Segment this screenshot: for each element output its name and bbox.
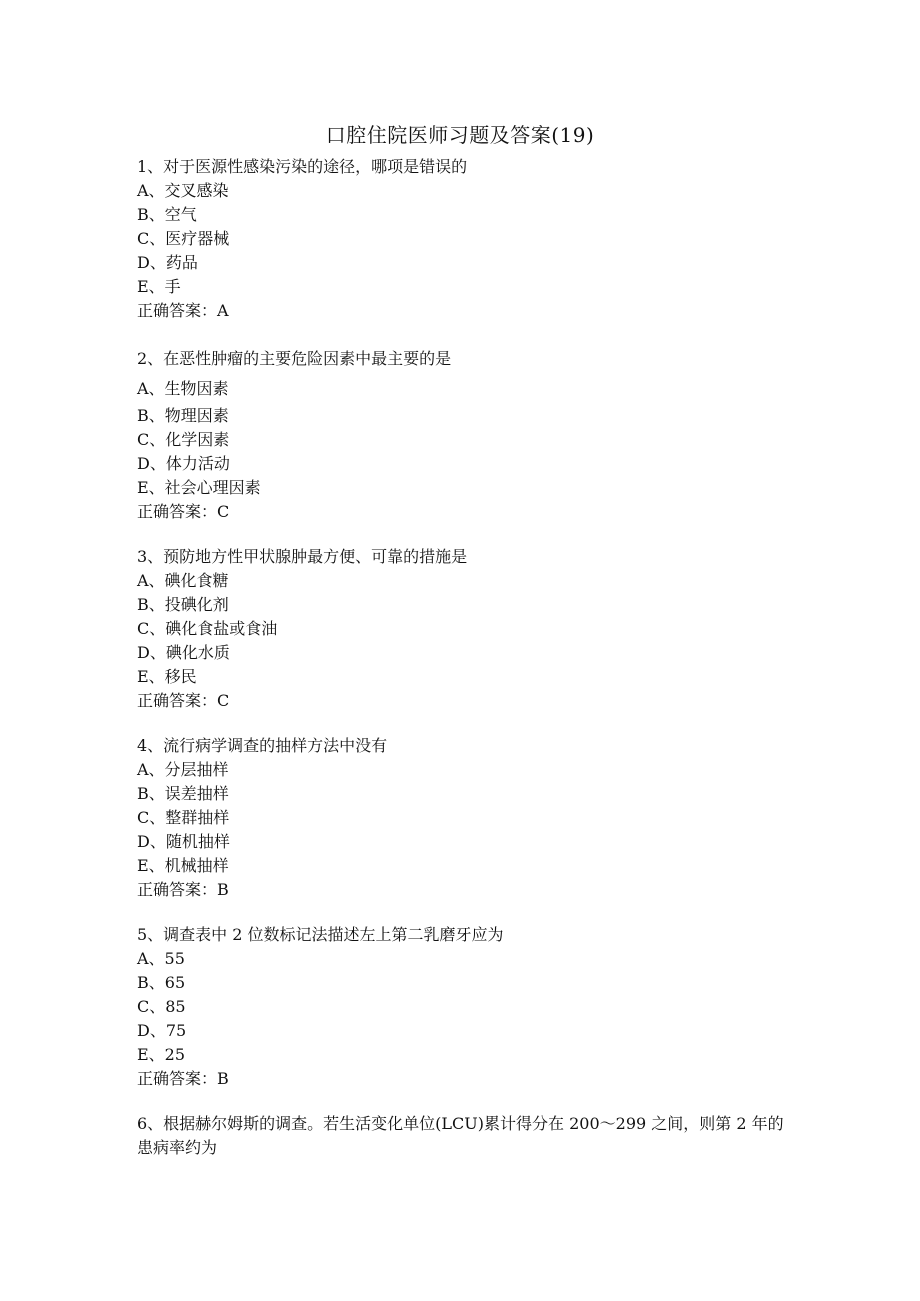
question-stem: 4、流行病学调查的抽样方法中没有 (137, 736, 388, 755)
option-d: D、75 (137, 1021, 187, 1040)
option-c: C、碘化食盐或食油 (137, 619, 278, 638)
option-e: E、社会心理因素 (137, 478, 261, 497)
option-e: E、移民 (137, 667, 197, 686)
option-d: D、体力活动 (137, 454, 230, 473)
option-c: C、化学因素 (137, 430, 230, 449)
correct-answer: 正确答案：B (137, 1069, 229, 1088)
correct-answer: 正确答案：C (137, 502, 230, 521)
question-4 (137, 734, 787, 902)
option-a: A、交叉感染 (137, 181, 229, 200)
question-6 (137, 1112, 787, 1160)
correct-answer: 正确答案：A (137, 301, 229, 320)
question-list (137, 155, 787, 1181)
option-b: B、物理因素 (137, 406, 229, 425)
question-1 (137, 155, 787, 323)
option-a: A、碘化食糖 (137, 571, 229, 590)
option-e: E、手 (137, 277, 181, 296)
question-stem: 5、调查表中 2 位数标记法描述左上第二乳磨牙应为 (137, 925, 504, 944)
option-a: A、分层抽样 (137, 760, 229, 779)
option-a: A、生物因素 (137, 379, 229, 398)
option-b: B、投碘化剂 (137, 595, 229, 614)
question-stem: 6、根据赫尔姆斯的调查。若生活变化单位(LCU)累计得分在 200～299 之间，则第 2 年的患病率约为 (137, 1114, 784, 1157)
option-d: D、碘化水质 (137, 643, 230, 662)
option-e: E、机械抽样 (137, 856, 229, 875)
question-3 (137, 545, 787, 713)
question-5 (137, 923, 787, 1091)
option-b: B、空气 (137, 205, 197, 224)
option-d: D、药品 (137, 253, 198, 272)
option-c: C、整群抽样 (137, 808, 230, 827)
option-b: B、误差抽样 (137, 784, 229, 803)
option-b: B、65 (137, 973, 186, 992)
option-d: D、随机抽样 (137, 832, 230, 851)
correct-answer: 正确答案：C (137, 691, 230, 710)
question-stem: 1、对于医源性感染污染的途径，哪项是错误的 (137, 157, 468, 176)
correct-answer: 正确答案：B (137, 880, 229, 899)
option-a: A、55 (137, 949, 185, 968)
option-e: E、25 (137, 1045, 186, 1064)
question-stem: 3、预防地方性甲状腺肿最方便、可靠的措施是 (137, 547, 468, 566)
option-c: C、85 (137, 997, 186, 1016)
document-title: 口腔住院医师习题及答案(19) (325, 123, 595, 147)
question-2 (137, 344, 787, 524)
option-c: C、医疗器械 (137, 229, 230, 248)
question-stem: 2、在恶性肿瘤的主要危险因素中最主要的是 (137, 349, 452, 368)
